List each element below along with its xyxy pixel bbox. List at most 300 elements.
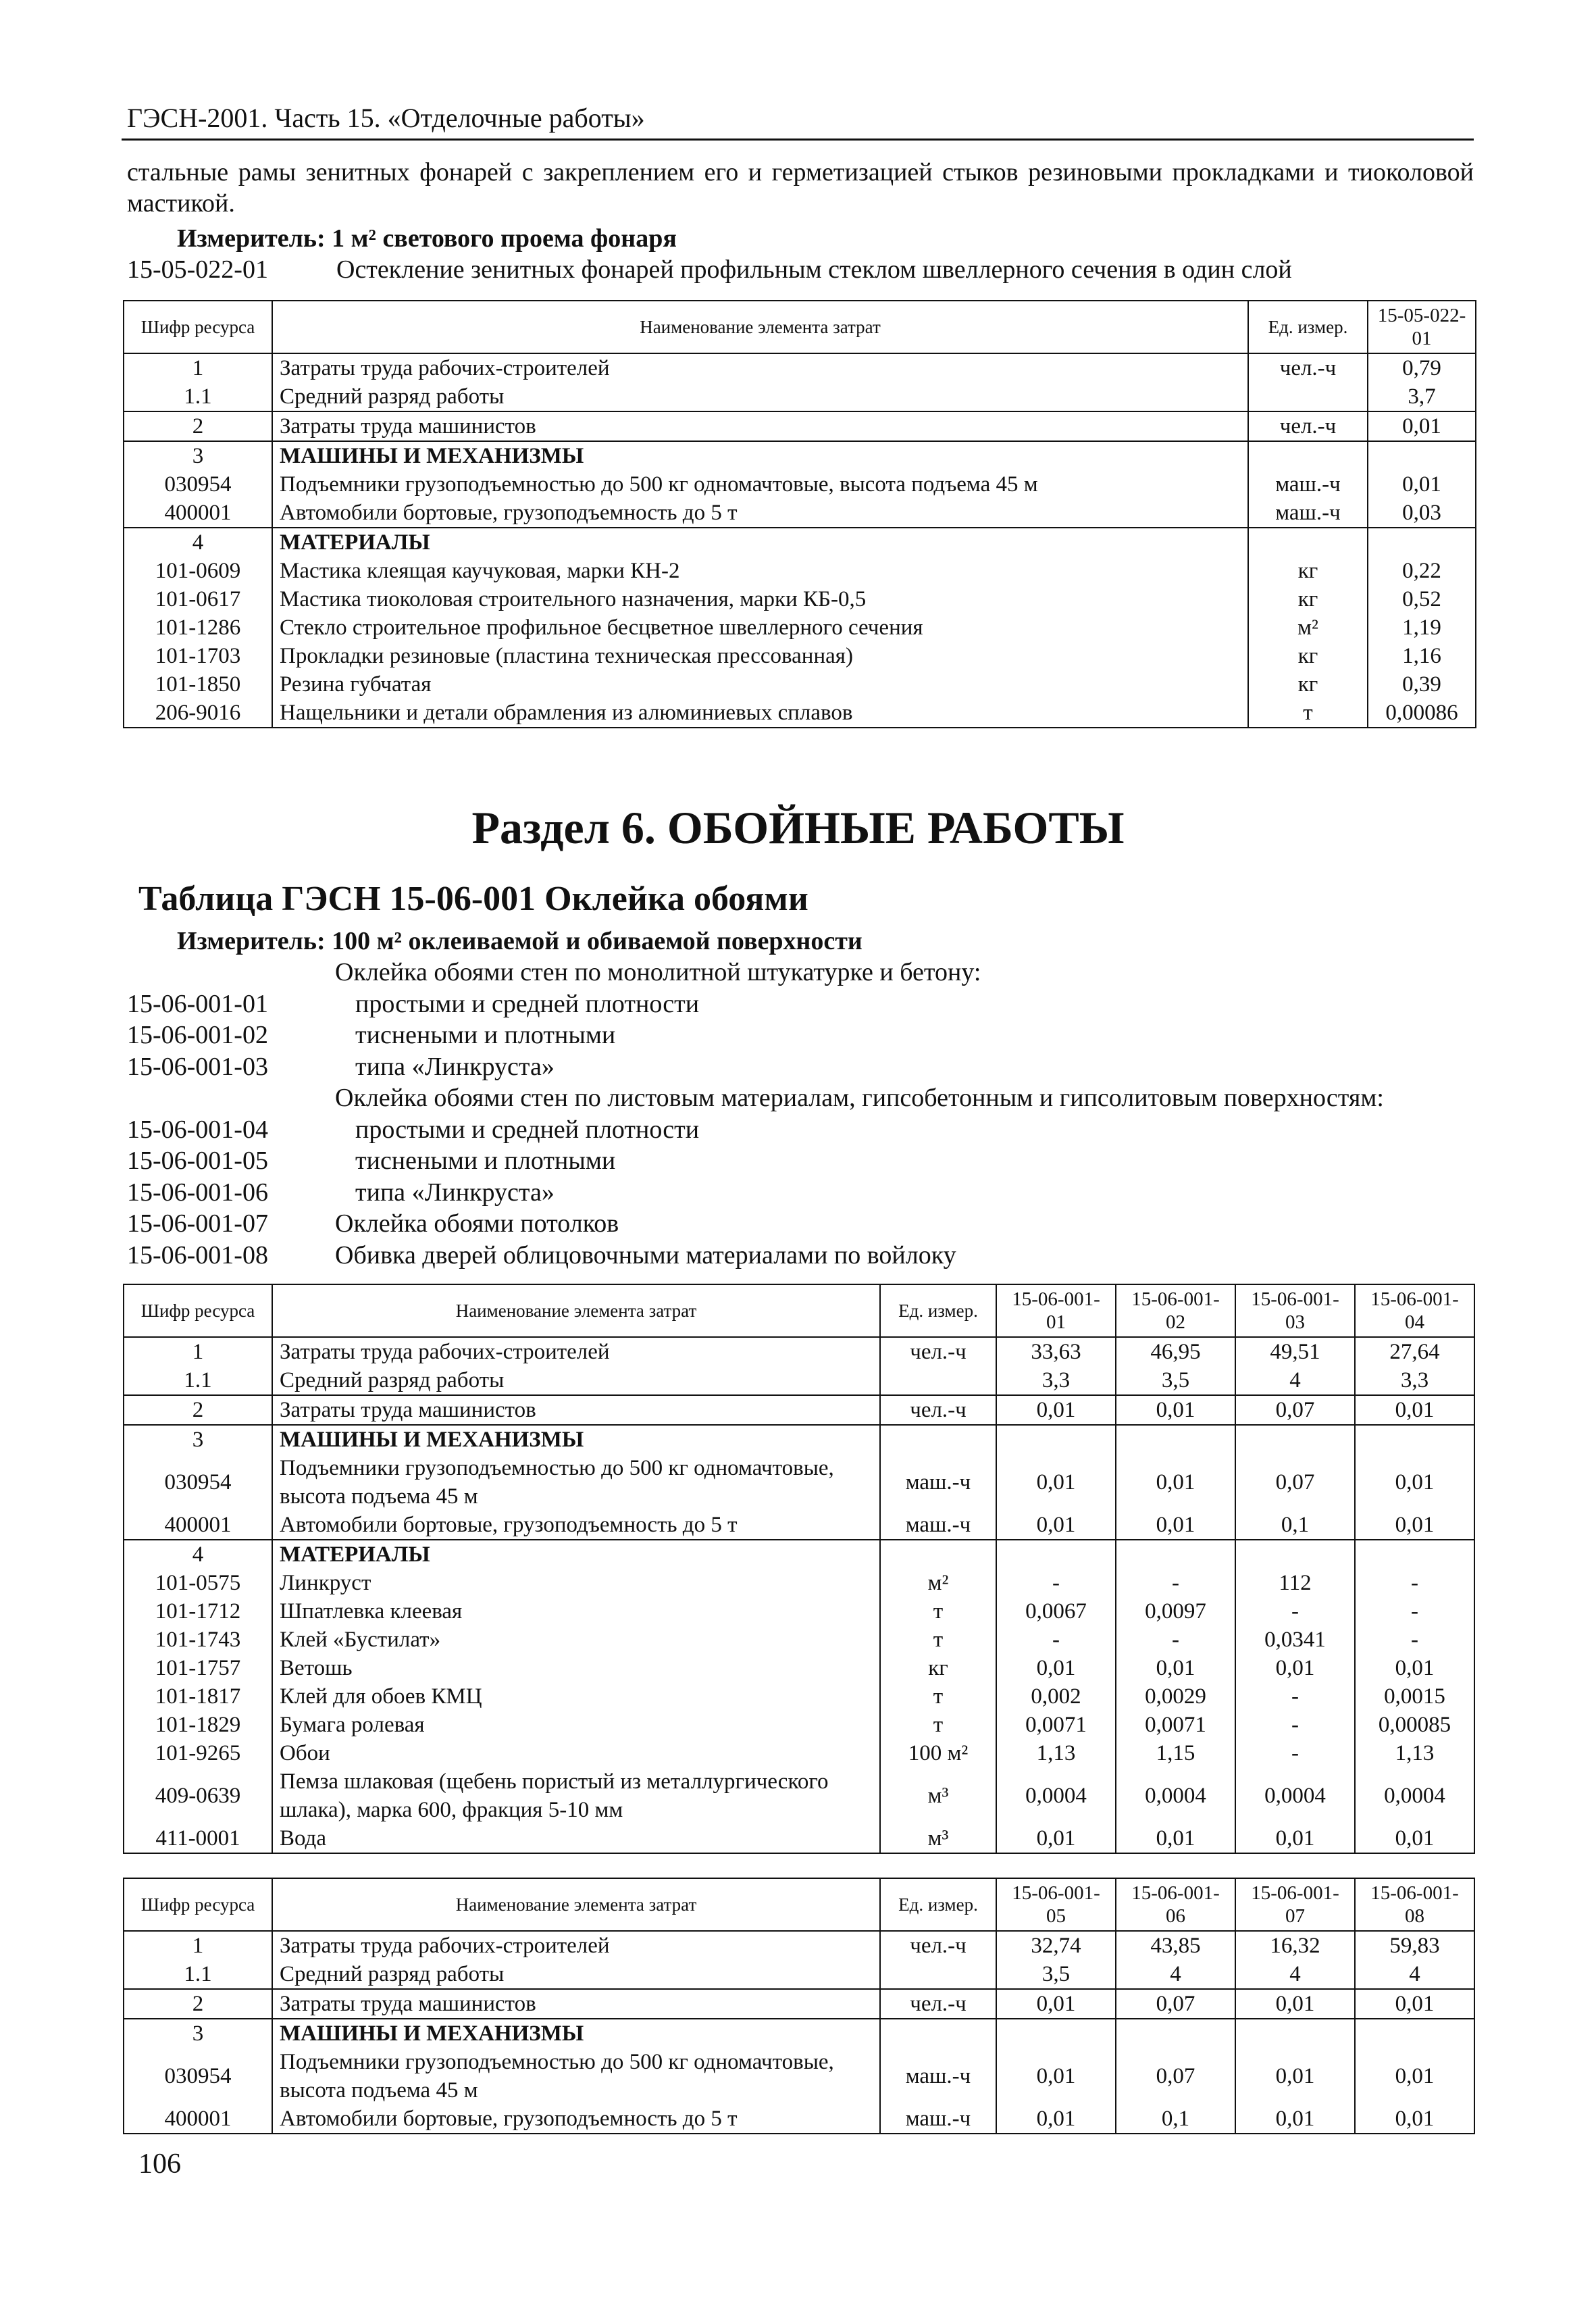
resource-unit: кг <box>1248 642 1368 670</box>
resource-code: 101-0609 <box>155 559 241 583</box>
resource-unit: чел.-ч <box>880 1337 996 1366</box>
table-row <box>124 411 1476 441</box>
resource-value: 43,85 <box>1116 1931 1235 1960</box>
resource-name: Стекло строительное профильное бесцветное швеллерного сечения <box>272 613 1248 642</box>
resource-code: 030954 <box>164 472 232 497</box>
resource-code: 101-9265 <box>155 1741 241 1765</box>
resource-name: Средний разряд работы <box>272 382 1248 411</box>
resource-unit <box>880 1960 996 1989</box>
resource-unit: т <box>880 1626 996 1654</box>
header-column-code: 15-06-001-03 <box>1235 1284 1355 1337</box>
resource-value: 0,01 <box>1355 1395 1474 1425</box>
resource-name: МАШИНЫ И МЕХАНИЗМЫ <box>272 2019 880 2048</box>
resource-value: 0,0071 <box>1116 1711 1235 1739</box>
resource-code: 3 <box>124 441 272 470</box>
resource-unit: м² <box>880 1569 996 1597</box>
resource-unit: м² <box>1248 613 1368 642</box>
resource-value: 0,01 <box>1235 2048 1355 2105</box>
resource-name: МАТЕРИАЛЫ <box>272 1540 880 1569</box>
resource-value: 0,01 <box>996 1511 1116 1540</box>
resource-unit <box>880 1540 996 1569</box>
work-description: Оклейка обоями стен по листовым материалам, гипсобетонным и гипсолитовым поверхностям: <box>335 1084 1384 1112</box>
resource-value: 0,07 <box>1116 1989 1235 2019</box>
resource-value: 0,01 <box>1355 1654 1474 1682</box>
resource-code: 101-1757 <box>155 1656 241 1680</box>
resource-value: 0,01 <box>1116 1511 1235 1540</box>
resource-value: 1,13 <box>1355 1739 1474 1767</box>
resource-value: 112 <box>1235 1569 1355 1597</box>
resource-name: Нащельники и детали обрамления из алюминиевых сплавов <box>272 699 1248 728</box>
work-description: типа «Линкруста» <box>355 1052 555 1081</box>
work-code: 15-06-001-08 <box>127 1240 268 1269</box>
resource-value: 0,0004 <box>1116 1767 1235 1824</box>
work-list-item <box>127 1177 1384 1209</box>
resource-value: 0,01 <box>1355 2105 1474 2134</box>
resource-value: - <box>996 1569 1116 1597</box>
resource-value: - <box>1235 1597 1355 1626</box>
resource-code: 400001 <box>164 2107 232 2131</box>
resource-value: 4 <box>1116 1960 1235 1989</box>
resource-name: Шпатлевка клеевая <box>272 1597 880 1626</box>
header-code: Шифр ресурса <box>140 1301 255 1321</box>
resource-name: Резина губчатая <box>272 670 1248 699</box>
table-row <box>124 1989 1474 2019</box>
resource-value: 0,52 <box>1368 585 1476 613</box>
work-code: 15-06-001-02 <box>127 1021 268 1049</box>
resource-unit <box>880 1366 996 1395</box>
resource-name: Подъемники грузоподъемностью до 500 кг одномачтовые, высота подъема 45 м <box>272 2048 880 2105</box>
resource-value: 0,0015 <box>1355 1682 1474 1711</box>
resource-name: Мастика клеящая каучуковая, марки КН-2 <box>272 557 1248 585</box>
table-header-row <box>124 1284 1474 1337</box>
resource-name: Автомобили бортовые, грузоподъемность до 5 т <box>272 1511 880 1540</box>
resource-value: 3,7 <box>1368 382 1476 411</box>
work-list-item <box>127 1208 1384 1240</box>
page-number: 106 <box>138 2148 181 2180</box>
resource-unit: кг <box>880 1654 996 1682</box>
work-list <box>127 957 1384 1271</box>
header-column-code: 15-05-022-01 <box>1368 301 1476 353</box>
intro-paragraph: стальные рамы зенитных фонарей с закреплением его и герметизацией стыков резиновыми прокладками и тиоколовой мастикой. <box>127 158 1474 218</box>
resource-value: 0,01 <box>996 1989 1116 2019</box>
table0-caption <box>127 254 1292 285</box>
work-list-item <box>127 1051 1384 1083</box>
table-row <box>124 557 1476 585</box>
resource-code: 030954 <box>164 1470 232 1494</box>
table-row <box>124 1767 1474 1824</box>
resource-value <box>1355 1425 1474 1454</box>
work-code: 15-06-001-03 <box>127 1052 268 1081</box>
resource-value: 32,74 <box>996 1931 1116 1960</box>
resource-code: 101-1286 <box>155 615 241 640</box>
resource-value <box>1116 1540 1235 1569</box>
resource-name: МАШИНЫ И МЕХАНИЗМЫ <box>272 441 1248 470</box>
header-rule <box>122 139 1474 141</box>
table-header-row <box>124 301 1476 353</box>
work-description: простыми и средней плотности <box>355 989 700 1018</box>
resource-value: 49,51 <box>1235 1337 1355 1366</box>
resource-value: 1,19 <box>1368 613 1476 642</box>
work-description: тиснеными и плотными <box>355 1147 616 1175</box>
resource-code: 2 <box>124 411 272 441</box>
resource-value: 0,01 <box>1235 1989 1355 2019</box>
work-code: 15-06-001-01 <box>127 989 268 1018</box>
header-unit: Ед. измер. <box>880 1878 996 1931</box>
work-code: 15-06-001-06 <box>127 1178 268 1207</box>
section-title: Раздел 6. ОБОЙНЫЕ РАБОТЫ <box>471 802 1125 853</box>
header-name: Наименование элемента затрат <box>272 1284 880 1337</box>
table-row <box>124 1425 1474 1454</box>
table-row <box>124 1824 1474 1853</box>
resource-value: 0,01 <box>996 2105 1116 2134</box>
resource-value: 4 <box>1235 1366 1355 1395</box>
running-header: ГЭСН-2001. Часть 15. «Отделочные работы» <box>127 103 645 133</box>
resource-value: - <box>1235 1682 1355 1711</box>
resource-value: - <box>996 1626 1116 1654</box>
table-row <box>124 2105 1474 2134</box>
resource-code: 4 <box>124 528 272 557</box>
resource-unit: чел.-ч <box>1248 353 1368 382</box>
resource-name: Пемза шлаковая (щебень пористый из металлургического шлака), марка 600, фракция 5-10 мм <box>272 1767 880 1824</box>
table-row <box>124 1597 1474 1626</box>
table-row <box>124 1337 1474 1366</box>
resource-code: 1 <box>124 353 272 382</box>
resource-unit: т <box>880 1711 996 1739</box>
resource-value <box>996 1540 1116 1569</box>
resource-value: 0,01 <box>996 1824 1116 1853</box>
resource-unit <box>880 1425 996 1454</box>
resource-value <box>1355 1540 1474 1569</box>
resource-value: 0,01 <box>1368 411 1476 441</box>
resource-code: 101-1817 <box>155 1684 241 1709</box>
resource-value: 1,15 <box>1116 1739 1235 1767</box>
work-list-item <box>127 957 1384 988</box>
resource-value: 0,01 <box>1368 470 1476 499</box>
resource-code: 409-0639 <box>155 1784 241 1808</box>
resource-code: 3 <box>124 1425 272 1454</box>
resource-value: - <box>1116 1569 1235 1597</box>
resource-value: 0,01 <box>996 1395 1116 1425</box>
table-row <box>124 1626 1474 1654</box>
resource-value: 4 <box>1235 1960 1355 1989</box>
resource-unit <box>1248 382 1368 411</box>
resource-unit <box>1248 528 1368 557</box>
resource-value: 0,0004 <box>1235 1767 1355 1824</box>
resource-name: Прокладки резиновые (пластина техническая прессованная) <box>272 642 1248 670</box>
work-description: типа «Линкруста» <box>355 1178 555 1207</box>
header-code: Шифр ресурса <box>140 317 255 337</box>
resource-code: 2 <box>124 1989 272 2019</box>
resource-code: 1 <box>124 1931 272 1960</box>
resource-value: 0,01 <box>996 1454 1116 1511</box>
resource-value: 0,01 <box>1355 1511 1474 1540</box>
table-row <box>124 353 1476 382</box>
resource-name: Мастика тиоколовая строительного назначения, марки КБ-0,5 <box>272 585 1248 613</box>
work-description: Оклейка обоями стен по монолитной штукатурке и бетону: <box>335 958 981 986</box>
resource-value: 0,07 <box>1116 2048 1235 2105</box>
resource-name: Затраты труда машинистов <box>272 1989 880 2019</box>
resource-value <box>1368 441 1476 470</box>
table-row <box>124 642 1476 670</box>
resource-value: - <box>1116 1626 1235 1654</box>
resource-code: 101-0575 <box>155 1571 241 1595</box>
header-unit: Ед. измер. <box>1248 301 1368 353</box>
resource-value: 0,03 <box>1368 499 1476 528</box>
resource-value: 0,002 <box>996 1682 1116 1711</box>
resource-name: Обои <box>272 1739 880 1767</box>
header-name: Наименование элемента затрат <box>272 1878 880 1931</box>
resource-code: 400001 <box>164 501 232 525</box>
resource-code: 101-1829 <box>155 1713 241 1737</box>
resource-value: 0,0341 <box>1235 1626 1355 1654</box>
resource-code: 3 <box>124 2019 272 2048</box>
table-row <box>124 1711 1474 1739</box>
resource-value: 0,1 <box>1235 1511 1355 1540</box>
resource-code: 411-0001 <box>155 1826 240 1851</box>
resource-value: 0,00085 <box>1355 1711 1474 1739</box>
work-code: 15-06-001-07 <box>127 1209 268 1238</box>
table-row <box>124 1682 1474 1711</box>
table-row <box>124 441 1476 470</box>
resource-code: 400001 <box>164 1513 232 1537</box>
resource-value: 27,64 <box>1355 1337 1474 1366</box>
resource-name: Автомобили бортовые, грузоподъемность до 5 т <box>272 499 1248 528</box>
resource-value: 0,01 <box>1235 1824 1355 1853</box>
table-row <box>124 2019 1474 2048</box>
resource-name: Затраты труда машинистов <box>272 1395 880 1425</box>
resource-value: 0,0004 <box>1355 1767 1474 1824</box>
table-row <box>124 1960 1474 1989</box>
table-header-row <box>124 1878 1474 1931</box>
resource-name: Вода <box>272 1824 880 1853</box>
resource-value: 0,01 <box>1116 1395 1235 1425</box>
table-row <box>124 470 1476 499</box>
resource-code: 101-1743 <box>155 1628 241 1652</box>
resource-value: 0,07 <box>1235 1395 1355 1425</box>
resource-value: - <box>1355 1597 1474 1626</box>
table-row <box>124 699 1476 728</box>
header-column-code: 15-06-001-04 <box>1355 1284 1474 1337</box>
resource-value: 0,01 <box>1355 2048 1474 2105</box>
resource-value: 16,32 <box>1235 1931 1355 1960</box>
work-code: 15-06-001-05 <box>127 1147 268 1175</box>
resource-value: 1,13 <box>996 1739 1116 1767</box>
table0-code: 15-05-022-01 <box>127 255 268 284</box>
resource-value: 0,39 <box>1368 670 1476 699</box>
resource-name: Клей для обоев КМЦ <box>272 1682 880 1711</box>
work-description: Оклейка обоями потолков <box>335 1209 619 1238</box>
table-row <box>124 1654 1474 1682</box>
header-code: Шифр ресурса <box>140 1894 255 1915</box>
resource-value: 1,16 <box>1368 642 1476 670</box>
resource-unit: маш.-ч <box>880 1454 996 1511</box>
resource-unit: маш.-ч <box>880 1511 996 1540</box>
header-column-code: 15-06-001-05 <box>996 1878 1116 1931</box>
resource-unit: маш.-ч <box>880 2105 996 2134</box>
resource-value <box>1355 2019 1474 2048</box>
work-description: Обивка дверей облицовочными материалами по войлоку <box>335 1240 956 1269</box>
resource-unit: 100 м² <box>880 1739 996 1767</box>
table-row <box>124 1739 1474 1767</box>
resource-unit: чел.-ч <box>1248 411 1368 441</box>
resource-name: МАТЕРИАЛЫ <box>272 528 1248 557</box>
resource-value: - <box>1235 1711 1355 1739</box>
resource-value <box>1116 1425 1235 1454</box>
table-row <box>124 1931 1474 1960</box>
resource-name: Подъемники грузоподъемностью до 500 кг одномачтовые, высота подъема 45 м <box>272 1454 880 1511</box>
resource-value: 0,01 <box>1235 1654 1355 1682</box>
resource-name: Затраты труда рабочих-строителей <box>272 1931 880 1960</box>
resource-value: 0,01 <box>1116 1654 1235 1682</box>
resource-value: 3,5 <box>1116 1366 1235 1395</box>
resource-unit: чел.-ч <box>880 1395 996 1425</box>
resource-value: 0,0004 <box>996 1767 1116 1824</box>
resource-value: 0,01 <box>1116 1454 1235 1511</box>
resource-value: 0,01 <box>1355 1454 1474 1511</box>
resource-value: 59,83 <box>1355 1931 1474 1960</box>
resource-code: 101-1712 <box>155 1599 241 1624</box>
resource-value: - <box>1355 1569 1474 1597</box>
resource-unit: чел.-ч <box>880 1931 996 1960</box>
resource-code: 101-1850 <box>155 672 241 697</box>
header-column-code: 15-06-001-02 <box>1116 1284 1235 1337</box>
header-column-code: 15-06-001-06 <box>1116 1878 1235 1931</box>
table-row <box>124 1366 1474 1395</box>
resource-value: 0,1 <box>1116 2105 1235 2134</box>
resource-value: 0,0071 <box>996 1711 1116 1739</box>
resource-name: Затраты труда рабочих-строителей <box>272 353 1248 382</box>
resource-name: Линкруст <box>272 1569 880 1597</box>
table0-description: Остекление зенитных фонарей профильным стеклом швеллерного сечения в один слой <box>336 255 1292 284</box>
resource-value <box>996 2019 1116 2048</box>
resource-code: 2 <box>124 1395 272 1425</box>
resource-value: - <box>1355 1626 1474 1654</box>
resource-value: - <box>1235 1739 1355 1767</box>
table-row <box>124 1569 1474 1597</box>
work-description: простыми и средней плотности <box>355 1115 700 1144</box>
resource-name: Бумага ролевая <box>272 1711 880 1739</box>
work-description: тиснеными и плотными <box>355 1021 616 1049</box>
meter-line-1: Измеритель: 1 м² светового проема фонаря <box>177 224 677 253</box>
resource-unit: кг <box>1248 585 1368 613</box>
resource-value: 0,07 <box>1235 1454 1355 1511</box>
resource-name: Затраты труда рабочих-строителей <box>272 1337 880 1366</box>
table-title: Таблица ГЭСН 15-06-001 Оклейка обоями <box>138 880 808 918</box>
resource-value <box>1116 2019 1235 2048</box>
resource-name: Подъемники грузоподъемностью до 500 кг одномачтовые, высота подъема 45 м <box>272 470 1248 499</box>
table-row <box>124 1395 1474 1425</box>
resource-value: 0,01 <box>1235 2105 1355 2134</box>
resource-value: 0,01 <box>1355 1824 1474 1853</box>
resource-unit: маш.-ч <box>1248 470 1368 499</box>
resource-code: 101-0617 <box>155 587 241 611</box>
table-row <box>124 1454 1474 1511</box>
work-list-item <box>127 1114 1384 1146</box>
resource-code: 1 <box>124 1337 272 1366</box>
resource-value <box>1235 1540 1355 1569</box>
resource-unit: маш.-ч <box>880 2048 996 2105</box>
resource-unit: т <box>1248 699 1368 728</box>
resource-unit: маш.-ч <box>1248 499 1368 528</box>
resource-value: 0,00086 <box>1368 699 1476 728</box>
resource-value: 4 <box>1355 1960 1474 1989</box>
header-column-code: 15-06-001-08 <box>1355 1878 1474 1931</box>
resource-unit: м³ <box>880 1767 996 1824</box>
resource-value: 3,3 <box>1355 1366 1474 1395</box>
work-list-item <box>127 1082 1384 1114</box>
resource-name: Средний разряд работы <box>272 1960 880 1989</box>
resource-name: Средний разряд работы <box>272 1366 880 1395</box>
resource-unit: м³ <box>880 1824 996 1853</box>
table-row <box>124 382 1476 411</box>
table-row <box>124 2048 1474 2105</box>
table-row <box>124 613 1476 642</box>
resource-unit <box>1248 441 1368 470</box>
resource-code: 1.1 <box>184 384 212 409</box>
resource-table-2 <box>123 1284 1475 1854</box>
resource-value: 33,63 <box>996 1337 1116 1366</box>
resource-value: 3,3 <box>996 1366 1116 1395</box>
resource-value: 0,22 <box>1368 557 1476 585</box>
resource-name: Клей «Бустилат» <box>272 1626 880 1654</box>
resource-value <box>996 1425 1116 1454</box>
resource-unit: т <box>880 1597 996 1626</box>
resource-unit: кг <box>1248 557 1368 585</box>
resource-table-1 <box>123 300 1476 728</box>
resource-unit: чел.-ч <box>880 1989 996 2019</box>
resource-value: 0,01 <box>996 1654 1116 1682</box>
resource-table-3 <box>123 1878 1475 2134</box>
table-row <box>124 499 1476 528</box>
resource-code: 1.1 <box>184 1962 212 1986</box>
resource-value <box>1368 528 1476 557</box>
resource-unit: кг <box>1248 670 1368 699</box>
resource-value: 3,5 <box>996 1960 1116 1989</box>
work-list-item <box>127 1145 1384 1177</box>
table-row <box>124 585 1476 613</box>
resource-name: Ветошь <box>272 1654 880 1682</box>
resource-code: 4 <box>124 1540 272 1569</box>
resource-code: 030954 <box>164 2064 232 2088</box>
resource-unit <box>880 2019 996 2048</box>
resource-name: МАШИНЫ И МЕХАНИЗМЫ <box>272 1425 880 1454</box>
work-list-item <box>127 1240 1384 1272</box>
resource-value: 0,79 <box>1368 353 1476 382</box>
resource-value: 0,01 <box>1355 1989 1474 2019</box>
work-code: 15-06-001-04 <box>127 1115 268 1144</box>
resource-value: 0,0029 <box>1116 1682 1235 1711</box>
resource-value <box>1235 2019 1355 2048</box>
header-column-code: 15-06-001-01 <box>996 1284 1116 1337</box>
table-row <box>124 670 1476 699</box>
resource-value: 0,01 <box>1116 1824 1235 1853</box>
work-list-item <box>127 988 1384 1020</box>
resource-value: 46,95 <box>1116 1337 1235 1366</box>
resource-name: Затраты труда машинистов <box>272 411 1248 441</box>
header-column-code: 15-06-001-07 <box>1235 1878 1355 1931</box>
resource-name: Автомобили бортовые, грузоподъемность до 5 т <box>272 2105 880 2134</box>
resource-unit: т <box>880 1682 996 1711</box>
header-name: Наименование элемента затрат <box>272 301 1248 353</box>
table-row <box>124 1511 1474 1540</box>
resource-value: 0,01 <box>996 2048 1116 2105</box>
meter-line-2: Измеритель: 100 м² оклеиваемой и обиваемой поверхности <box>177 927 863 955</box>
resource-code: 1.1 <box>184 1368 212 1392</box>
resource-value: 0,0097 <box>1116 1597 1235 1626</box>
resource-value <box>1235 1425 1355 1454</box>
header-unit: Ед. измер. <box>880 1284 996 1337</box>
resource-value: 0,0067 <box>996 1597 1116 1626</box>
